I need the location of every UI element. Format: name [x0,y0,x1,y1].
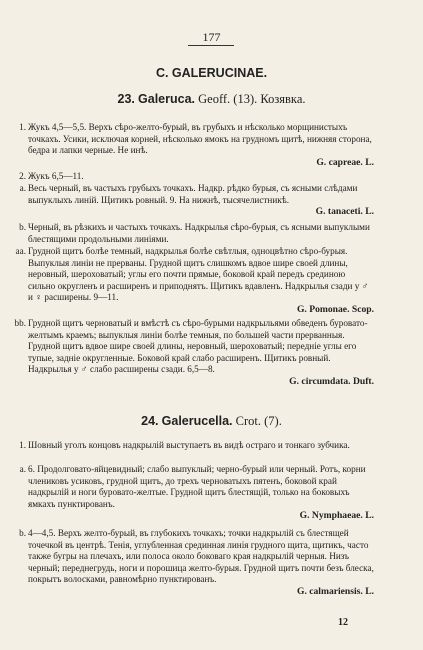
genus-number: 23. [117,92,135,106]
header-rule [188,45,234,46]
entry-label: b. [19,222,26,232]
genus-name: Galeruca. [138,92,195,106]
species-name: G. tanaceti. L. [315,206,374,218]
entry-label: 1. [19,440,26,450]
entry-text: Черный, въ рѣзкихъ и частыхъ точкахъ. Надкрылья сѣро-бурыя, съ ясными выпуклыми блестящими продольными линіями. [28,222,370,244]
genus-heading-23 [0,92,423,107]
entry-label: a. [19,183,26,193]
species-name: G. Pomonae. Scop. [296,303,374,315]
key-entry [14,318,374,388]
genus-heading-24 [0,414,423,429]
entry-text: Грудной щитъ черноватый и вмѣстѣ съ сѣро-бурыми надкрыльями обведенъ буровато-желтымъ краемъ; выпуклыя линіи болѣе темныя, по большей части прерванныя. Грудной щитъ вдвое шире своей длины, неровный, шероховатый; передніе углы его тупые, задніе округленные. Боковой край слабо расширенъ. Щитикъ ровный. Надкрылья у ♂ слабо расширены сзади. 6,5—8. [28,318,368,375]
signature-mark: 12 [338,617,348,628]
key-entry [19,440,374,452]
entry-text: 6. Продолговато-яйцевидный; слабо выпуклый; черно-бурый или черный. Ротъ, корни члениковъ усиковъ, грудной щитъ, до трехъ черноватыхъ пятенъ, боковой край надкрылій и ноги буровато-желтые. Грудной щитъ блестящій, только на боковыхъ ямкахъ пунктированъ. [28,464,366,509]
entry-text: Грудной щитъ болѣе темный, надкрылья болѣе свѣтлыя, одноцвѣтно сѣро-бурыя. Выпуклыя линіи не прерваны. Грудной щитъ слишкомъ вдвое шире своей длины, неровный, шероховатый; углы его почти прямые, боковой край передъ срединою сильно округленъ и расширенъ и приподнятъ. Щитикъ вдавленъ. Надкрылья сзади у ♂ и ♀ расширены. 9—11. [28,246,369,303]
entry-text: Жукъ 4,5—5,5. Верхъ сѣро-желто-бурый, въ грубыхъ и нѣсколько морщинистыхъ точкахъ. Усики, исключая корней, нѣсколько ямокъ на грудномъ щитѣ, нижняя сторона, бедра и лапки черные. Не инѣ. [28,122,372,156]
key-entry [15,246,374,316]
key-entry [19,122,374,168]
key-entry [19,464,374,522]
key-entry [19,222,374,245]
key-entry [19,183,374,218]
species-name: G. Nymphaeae. L. [299,510,374,522]
species-name: G. circumdata. Duft. [289,375,374,387]
key-entry [19,171,374,183]
entry-label: b. [19,528,26,538]
entry-text: 4—4,5. Верхъ желто-бурый, въ глубокихъ точкахъ; точки надкрылій съ блестящей точечкой въ центрѣ. Тенія, углубленная срединная линія грудного щита, щитикъ, часто также бугры на плечахъ, или полоса около боковаго края надкрылій черныя. Низъ черный; переднегрудь, ноги и порошица желто-бурыя. Грудной щитъ почти безъ блеска, покрытъ волосками, равномѣрно пунктированъ. [28,528,374,585]
page-number: 177 [202,30,221,44]
entry-text: Жукъ 6,5—11. [28,171,84,181]
entry-label: aa. [15,246,26,256]
entry-text: Весь черный, въ частыхъ грубыхъ точкахъ. Надкр. рѣдко бурыя, съ ясными слѣдами выпуклыхъ линій. Щитикъ ровный. 9. На нижнѣ, тысячелистникѣ. [28,183,358,205]
entry-text: Шовный уголъ концовъ надкрылій выступаетъ въ видѣ остраго и тонкаго зубчика. [28,440,350,450]
genus-number: 24. [141,414,159,428]
subfamily-heading: C. GALERUCINAE. [155,66,268,80]
species-name: G. capreae. L. [316,156,374,168]
genus-name: Galerucella. [161,414,233,428]
key-entry [19,528,374,598]
entry-label: bb. [14,318,26,328]
species-name: G. calmariensis. L. [296,585,374,597]
genus-author: Crot. (7). [235,414,282,428]
entry-label: 2. [19,171,26,181]
entry-label: a. [19,464,26,474]
entry-label: 1. [19,122,26,132]
genus-author: Geoff. (13). Козявка. [198,92,306,106]
